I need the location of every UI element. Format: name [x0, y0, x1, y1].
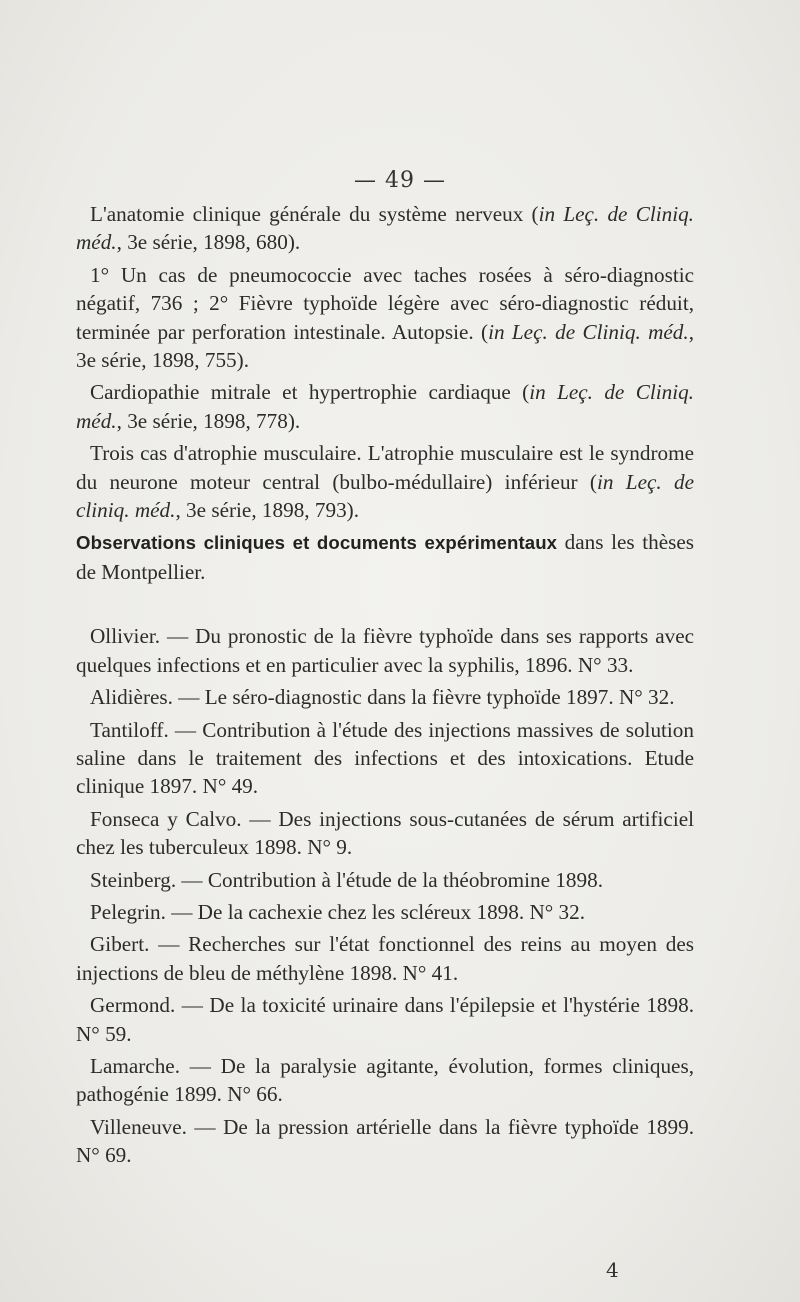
- list-item: Villeneuve. — De la pression artérielle dans la fièvre typhoïde 1899. N° 69.: [76, 1114, 694, 1168]
- list-item: Fonseca y Calvo. — Des injections sous-cutanées de sérum artificiel chez les tuberculeux 1898. N° 9.: [76, 806, 694, 860]
- page-body: [76, 200, 694, 1174]
- paragraph-pneumococcie: 1° Un cas de pneumococcie avec taches rosées à séro-diagnostic négatif, 736 ; 2° Fièvre typhoïde légère avec séro-diagnostic réduit, terminée par perforation intestinale. Autopsie. (in Leç. de Cliniq. méd., 3e série, 1898, 755).: [76, 262, 694, 373]
- list-item: Ollivier. — Du pronostic de la fièvre typhoïde dans ses rapports avec quelques infections et en particulier avec la syphilis, 1896. N° 33.: [76, 624, 694, 677]
- section-heading-bold: Observations cliniques et documents expérimentaux: [76, 532, 558, 554]
- list-item: Lamarche. — De la paralysie agitante, évolution, formes cliniques, pathogénie 1899. N° 66.: [76, 1053, 694, 1107]
- list-item: Gibert. — Recherches sur l'état fonctionnel des reins au moyen des injections de bleu de méthylène 1898. N° 41.: [76, 932, 694, 985]
- paragraph-atrophie: Trois cas d'atrophie musculaire. L'atrophie musculaire est le syndrome du neurone moteur central (bulbo-médullaire) inférieur (in Leç. de cliniq. méd., 3e série, 1898, 793).: [76, 441, 694, 523]
- paragraph-cardiopathie: Cardiopathie mitrale et hypertrophie cardiaque (in Leç. de Cliniq. méd., 3e série, 1898, 778).: [76, 380, 694, 433]
- section-heading-rest: dans les thèses de Montpellier.: [76, 530, 694, 584]
- page-number: — 49 —: [354, 168, 446, 193]
- section-heading: [76, 528, 694, 586]
- list-item: Germond. — De la toxicité urinaire dans l'épilepsie et l'hystérie 1898. N° 59.: [76, 993, 694, 1046]
- signature-mark: 4: [606, 1258, 619, 1282]
- thesis-list: [76, 622, 694, 1169]
- list-item: Alidières. — Le séro-diagnostic dans la fièvre typhoïde 1897. N° 32.: [90, 685, 675, 710]
- list-item: Pelegrin. — De la cachexie chez les scléreux 1898. N° 32.: [90, 899, 586, 924]
- paragraph-anatomie: L'anatomie clinique générale du système nerveux (in Leç. de Cliniq. méd., 3e série, 1898, 680).: [76, 202, 694, 255]
- list-item: Steinberg. — Contribution à l'étude de la théobromine 1898.: [90, 867, 604, 892]
- list-item: Tantiloff. — Contribution à l'étude des injections massives de solution saline dans le traitement des infections et des intoxications. Etude clinique 1897. N° 49.: [76, 717, 694, 799]
